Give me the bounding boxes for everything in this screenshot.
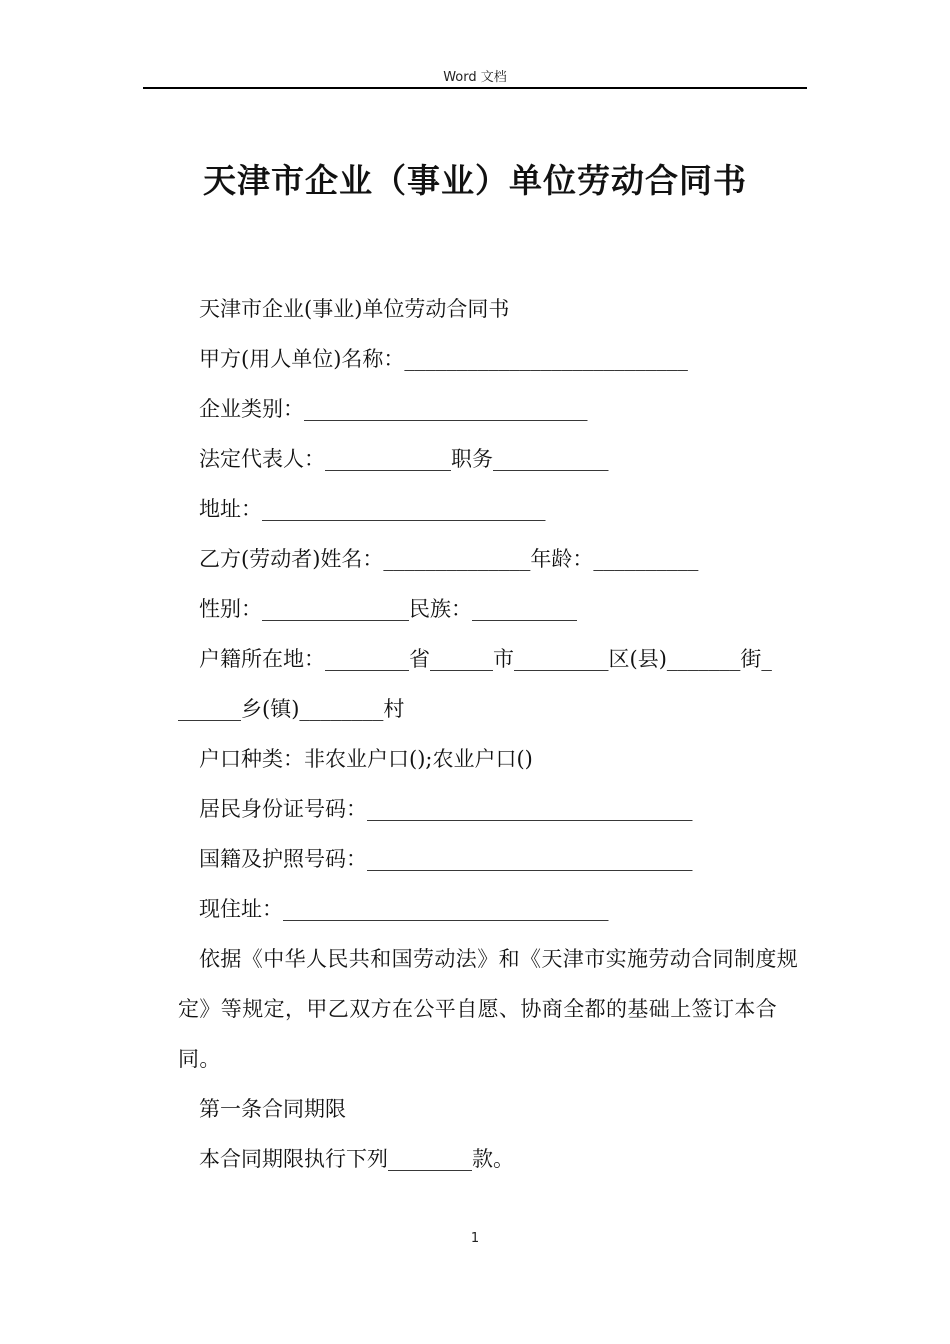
- party-a-name-field: 甲方(用人单位)名称：___________________________: [199, 347, 688, 371]
- legal-basis-paragraph: 依据《中华人民共和国劳动法》和《天津市实施劳动合同制度规定》等规定，甲乙双方在公平自愿、协商全都的基础上签订本合同。: [178, 947, 799, 1071]
- contract-term-line: 本合同期限执行下列________款。: [199, 1147, 514, 1171]
- party-b-name-age-field: 乙方(劳动者)姓名：______________年龄：__________: [199, 547, 699, 571]
- address-field: 地址：___________________________: [199, 497, 546, 521]
- document-body: [178, 284, 806, 1184]
- household-type-field: 户口种类：非农业户口();农业户口(): [199, 747, 533, 771]
- legal-representative-field: 法定代表人：____________职务___________: [199, 447, 609, 471]
- header-divider: [143, 87, 807, 89]
- current-address-field: 现住址：_______________________________: [199, 897, 609, 921]
- page-number: 1: [470, 1231, 480, 1246]
- subtitle-line: 天津市企业(事业)单位劳动合同书: [199, 297, 510, 321]
- enterprise-type-field: 企业类别：___________________________: [199, 397, 588, 421]
- article-one-heading: 第一条合同期限: [199, 1097, 346, 1121]
- gender-ethnicity-field: 性别：______________民族：__________: [199, 597, 577, 621]
- document-title: 天津市企业（事业）单位劳动合同书: [203, 161, 747, 200]
- household-registration-field: 户籍所在地：________省______市_________区(县)_______街_: [199, 647, 772, 671]
- household-registration-continued: ______乡(镇)________村: [178, 697, 405, 721]
- page-header-label: Word 文档: [443, 70, 507, 85]
- nationality-passport-field: 国籍及护照号码：_______________________________: [199, 847, 693, 871]
- id-number-field: 居民身份证号码：_______________________________: [199, 797, 693, 821]
